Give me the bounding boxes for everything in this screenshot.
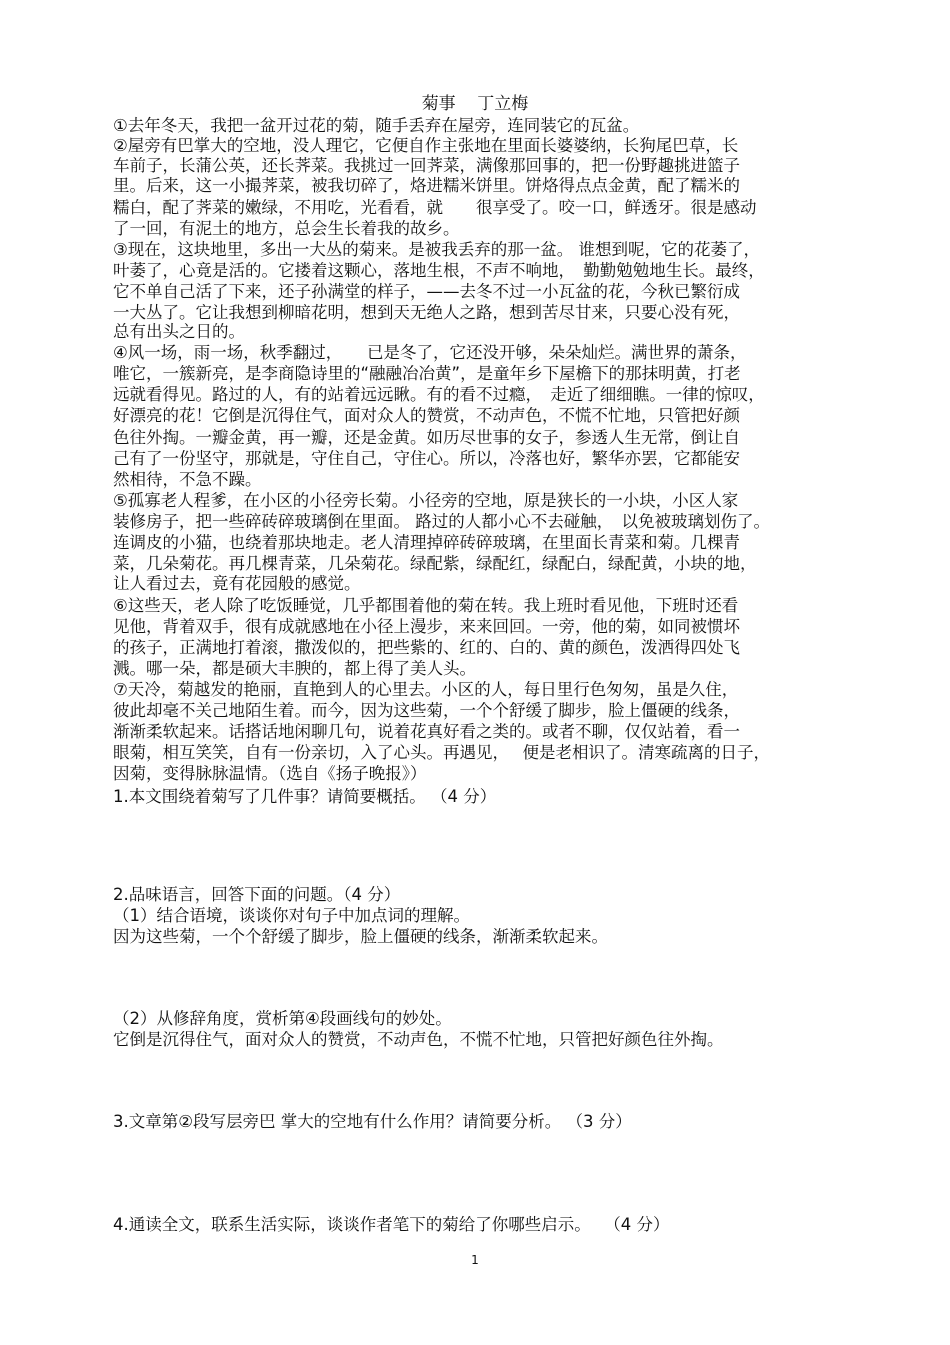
passage-line: 连调皮的小猫，也绕着那块地走。老人清理掉碎砖碎玻璃，在里面长青菜和菊。几棵青 [113,533,740,552]
passage-line: 好漂亮的花！它倒是沉得住气，面对众人的赞赏，不动声色，不慌不忙地，只管把好颜 [113,406,740,425]
passage-line: 叶萎了，心竟是活的。它搂着这颗心，落地生根，不声不响地， 勤勤勉勉地生长。最终， [113,261,765,280]
passage-line: 眼菊，相互笑笑，自有一份亲切，入了心头。再遇见， 便是老相识了。清寒疏离的日子， [113,743,770,762]
question-2-part-2: （2）从修辞角度，赏析第④段画线句的妙处。 [113,1009,452,1028]
passage-line: 装修房子，把一些碎砖碎玻璃倒在里面。 路过的人都小心不去碰触， 以免被玻璃划伤了。 [113,512,770,531]
passage-line: 因菊，变得脉脉温情。（选自《扬子晚报》） [113,764,427,783]
passage-line: 彼此却毫不关己地陌生着。而今，因为这些菊，一个个舒缓了脚步，脸上僵硬的线条， [113,701,740,720]
passage-line: ⑦天冷，菊越发的艳丽，直艳到人的心里去。小区的人，每日里行色匆匆，虽是久住， [113,680,739,699]
passage-line: 菜，几朵菊花。再几棵青菜，几朵菊花。绿配紫，绿配红，绿配白，绿配黄，小块的地， [113,554,757,573]
question-2: 2.品味语言，回答下面的问题。（4 分） [113,885,401,904]
passage-line: 总有出头之日的。 [113,322,245,341]
passage-line: 然相待，不急不躁。 [113,470,262,489]
passage-line: 糯白，配了荠菜的嫩绿，不用吃，光看看，就 很享受了。咬一口，鲜透牙。很是感动 [113,198,757,217]
passage-line: 己有了一份坚守，那就是，守住自己，守住心。所以，冷落也好，繁华亦罢，它都能安 [113,449,740,468]
passage-line: 让人看过去，竟有花园般的感觉。 [113,574,361,593]
passage-line: 里。后来，这一小撮荠菜，被我切碎了，烙进糯米饼里。饼烙得点点金黄，配了糯米的 [113,176,740,195]
article-title: 菊事 丁立梅 [421,94,529,114]
passage-line: 车前子，长蒲公英，还长荠菜。我挑过一回荠菜，满像那回事的，把一份野趣挑进篮子 [113,156,740,175]
question-1: 1.本文围绕着菊写了几件事？请简要概括。 （4 分） [113,787,497,806]
passage-line: 渐渐柔软起来。话搭话地闲聊几句，说着花真好看之类的。或者不聊，仅仅站着，看一 [113,722,740,741]
passage-line: 色往外掏。一瓣金黄，再一瓣，还是金黄。如历尽世事的女子，参透人生无常，倒让自 [113,428,740,447]
passage-line: 了一回，有泥土的地方，总会生长着我的故乡。 [113,219,460,238]
passage-line: ⑤孤寡老人程爹，在小区的小径旁长菊。小径旁的空地，原是狭长的一小块，小区人家 [113,491,739,510]
passage-line: 远就看得见。路过的人，有的站着远远瞅。有的看不过瘾， 走近了细细瞧。一律的惊叹， [113,385,765,404]
passage-line: ②屋旁有巴掌大的空地，没人理它，它便自作主张地在里面长婆婆纳，长狗尾巴草，长 [113,136,739,155]
page-number: 1 [471,1253,479,1267]
passage-line: 溅。哪一朵，都是硕大丰腴的，都上得了美人头。 [113,659,476,678]
passage-line: ①去年冬天，我把一盆开过花的菊，随手丢弃在屋旁，连同装它的瓦盆。 [113,116,640,135]
passage-line: 见他，背着双手，很有成就感地在小径上漫步，来来回回。一旁，他的菊，如同被惯坏 [113,617,740,636]
passage-line: ④风一场，雨一场，秋季翻过， 已是冬了，它还没开够，朵朵灿烂。满世界的萧条， [113,343,747,362]
question-2-part-2-sentence: 它倒是沉得住气，面对众人的赞赏，不动声色，不慌不忙地，只管把好颜色往外掏。 [113,1030,724,1049]
passage-line: ⑥这些天，老人除了吃饭睡觉，几乎都围着他的菊在转。我上班时看见他，下班时还看 [113,596,739,615]
question-3: 3.文章第②段写层旁巴 掌大的空地有什么作用？请简要分析。 （3 分） [113,1112,632,1131]
passage-line: 唯它，一簇新亮，是李商隐诗里的“融融冶冶黄”，是童年乡下屋檐下的那抹明黄，打老 [113,364,741,383]
passage-line: 它不单自己活了下来，还子孙满堂的样子，——去冬不过一小瓦盆的花，今秋已繁衍成 [113,282,740,301]
question-2-part-1-sentence: 因为这些菊，一个个舒缓了脚步，脸上僵硬的线条，渐渐柔软起来。 [113,927,608,946]
passage-line: ③现在，这块地里，多出一大丛的菊来。是被我丢弃的那一盆。 谁想到呢，它的花萎了， [113,240,761,259]
passage-line: 的孩子，正满地打着滚，撒泼似的，把些紫的、红的、白的、黄的颜色，泼洒得四处飞 [113,638,740,657]
question-4: 4.通读全文，联系生活实际，谈谈作者笔下的菊给了你哪些启示。 （4 分） [113,1215,670,1234]
question-2-part-1: （1）结合语境，谈谈你对句子中加点词的理解。 [113,906,470,925]
passage-line: 一大丛了。它让我想到柳暗花明，想到天无绝人之路，想到苦尽甘来，只要心没有死， [113,303,740,322]
